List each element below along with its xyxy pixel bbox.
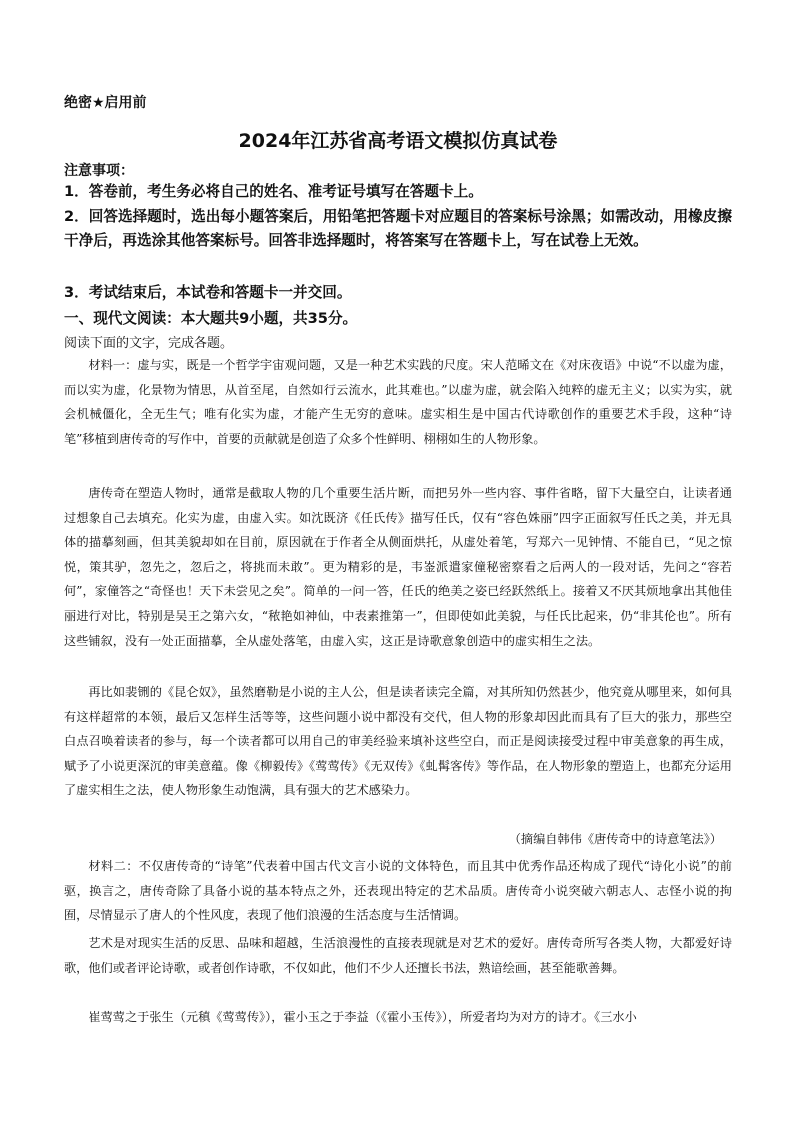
passage-source: （摘编自韩伟《唐传奇中的诗意笔法》） xyxy=(508,832,722,846)
passage-paragraph-4: 材料二：不仅唐传奇的“诗笔”代表着中国古代文言小说的文体特色，而且其中优秀作品还构成了现代“诗化小说”的前驱，换言之，唐传奇除了具备小说的基本特点之外，还表现出特定的艺术品质。唐传奇小说突破六朝志人、志怪小说的拘囿，尽情显示了唐人的个性风度，表现了他们浪漫的生活态度与生活情调。 xyxy=(64,859,732,923)
notes-heading: 注意事项： xyxy=(64,163,134,179)
section-instruction: 阅读下面的文字，完成各题。 xyxy=(64,335,234,350)
passage-paragraph-3: 再比如裴铏的《昆仑奴》，虽然磨勒是小说的主人公，但是读者读完全篇，对其所知仍然甚少，他究竟从哪里来，如何具有这样超常的本领，最后又怎样生活等等，这些问题小说中都没有交代，但人物的形象却因此而具有了巨大的张力，那些空白点召唤着读者的参与，每一个读者都可以用自己的审美经验来填补这些空白，而正是阅读接受过程中审美意象的再生成，赋予了小说更深沉的审美意蕴。像《柳毅传》《莺莺传》《无双传》《虬髯客传》等作品，在人物形象的塑造上，也都充分运用了虚实相生之法，使人物形象生动饱满，具有强大的艺术感染力。 xyxy=(64,685,732,798)
confidential-mark: 绝密★启用前 xyxy=(64,95,147,111)
note-item-2: 2．回答选择题时，选出每小题答案后，用铅笔把答题卡对应题目的答案标号涂黑；如需改动，用橡皮擦干净后，再选涂其他答案标号。回答非选择题时，将答案写在答题卡上，写在试卷上无效。 xyxy=(64,208,732,249)
section-heading: 一、现代文阅读：本大题共9小题，共35分。 xyxy=(64,310,358,327)
passage-paragraph-6: 崔莺莺之于张生（元稹《莺莺传》），霍小玉之于李益（《霍小玉传》），所爱者均为对方的诗才。《三水小 xyxy=(88,1010,637,1024)
note-item-3: 3．考试结束后，本试卷和答题卡一并交回。 xyxy=(64,284,352,301)
note-item-1: 1．答卷前，考生务必将自己的姓名、准考证号填写在答题卡上。 xyxy=(64,183,483,200)
passage-paragraph-2: 唐传奇在塑造人物时，通常是截取人物的几个重要生活片断，而把另外一些内容、事件省略，留下大量空白，让读者通过想象自己去填充。化实为虚，由虚入实。如沈既济《任氏传》描写任氏，仅有“容色姝丽”四字正面叙写任氏之美，并无具体的描摹刻画，但其美貌却如在目前，原因就在于作者全从侧面烘托，从虚处着笔，写郑六一见钟情、不能自已，“见之惊悦，策其驴，忽先之，忽后之，将挑而未敢”。更为精彩的是，韦崟派遣家僮秘密察看之后两人的一段对话，先问之“容若何”，家僮答之“奇怪也！天下未尝见之矣”。简单的一问一答，任氏的绝美之姿已经跃然纸上。接着又不厌其烦地拿出其他佳丽进行对比，特别是吴王之第六女，“秾艳如神仙，中表素推第一”，但即使如此美貌，与任氏比起来，仍“非其伦也”。所有这些铺叙，没有一处正面描摹，全从虚处落笔，由虚入实，这正是诗歌意象创造中的虚实相生之法。 xyxy=(64,486,732,648)
passage-paragraph-5: 艺术是对现实生活的反思、品味和超越，生活浪漫性的直接表现就是对艺术的爱好。唐传奇所写各类人物，大都爱好诗歌，他们或者评论诗歌，或者创作诗歌，不仅如此，他们不少人还擅长书法，熟谙绘画，甚至能歌善舞。 xyxy=(64,936,732,975)
passage-paragraph-1: 材料一：虚与实，既是一个哲学宇宙观问题，又是一种艺术实践的尺度。宋人范晞文在《对床夜语》中说“不以虚为虚，而以实为虚，化景物为情思，从首至尾，自然如行云流水，此其难也。”以虚为虚，就会陷入纯粹的虚无主义；以实为实，就会机械僵化，全无生气；唯有化实为虚，才能产生无穷的意味。虚实相生是中国古代诗歌创作的重要艺术手段，这种“诗笔”移植到唐传奇的写作中，首要的贡献就是创造了众多个性鲜明、栩栩如生的人物形象。 xyxy=(64,358,732,446)
page-title: 2024年江苏省高考语文模拟仿真试卷 xyxy=(238,130,558,152)
